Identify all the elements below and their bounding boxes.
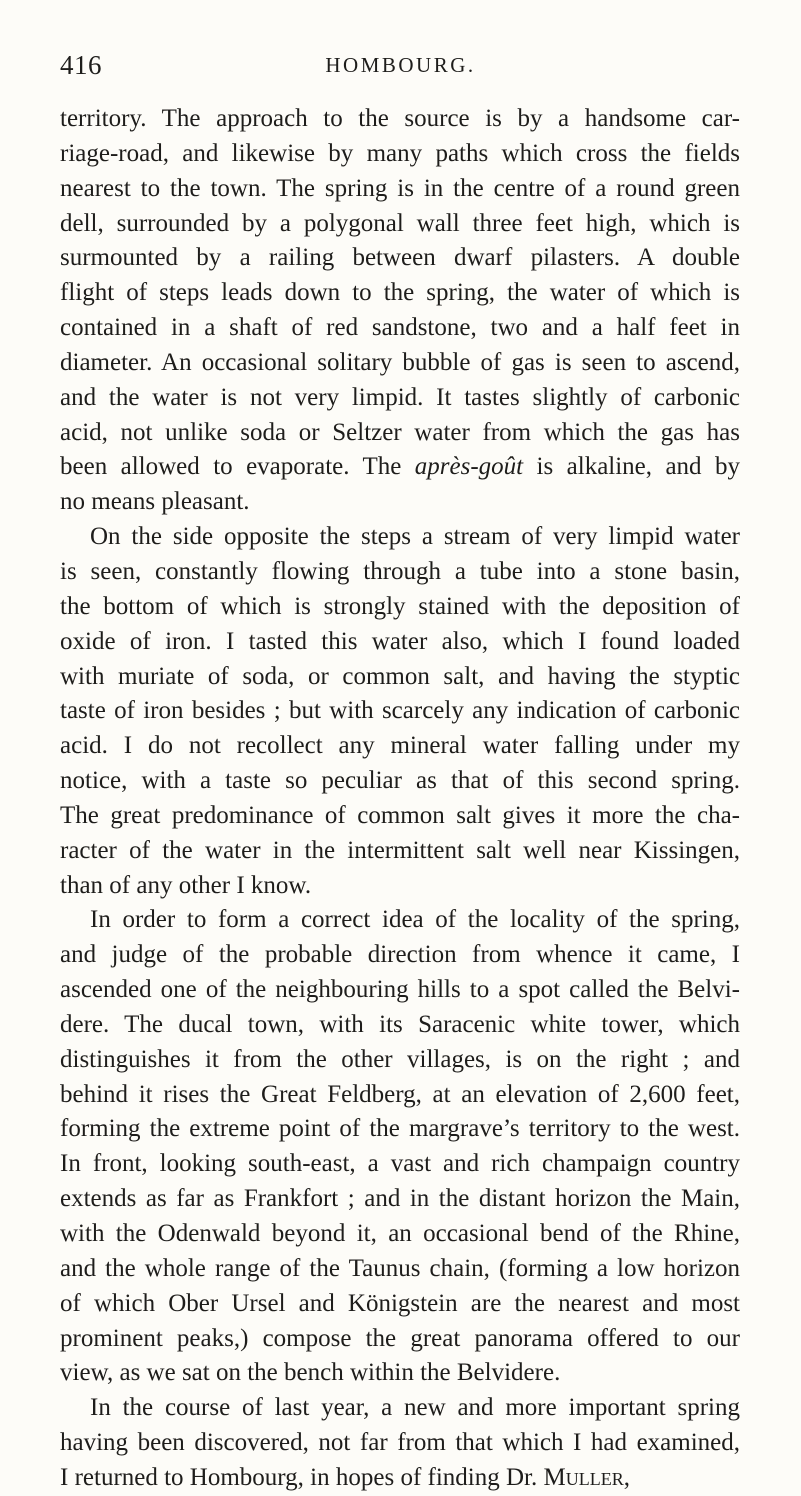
text-line	[60, 137, 740, 172]
text-segment: In the course of last year, a new and more important spring	[90, 1394, 740, 1422]
text-segment: surmounted by a railing between dwarf pilasters. A double	[60, 244, 740, 272]
text-line	[60, 1217, 740, 1252]
text-line	[60, 1287, 740, 1322]
text-line	[60, 1043, 740, 1078]
text-line	[60, 1322, 740, 1357]
text-line	[60, 311, 740, 346]
text-segment: dere. The ducal town, with its Saracenic white tower, which	[60, 1010, 740, 1038]
text-line	[60, 241, 740, 276]
text-segment: no means pleasant.	[60, 488, 250, 516]
text-line	[60, 1461, 740, 1496]
text-line	[60, 869, 740, 904]
paragraph	[60, 520, 740, 903]
text-segment: On the side opposite the steps a stream of very limpid water	[90, 523, 740, 551]
text-segment: forming the extreme point of the margrave’s territory to the west.	[60, 1115, 740, 1143]
text-line	[60, 729, 740, 764]
text-segment: distinguishes it from the other villages, is on the right ; and	[60, 1045, 740, 1073]
text-line	[60, 207, 740, 242]
text-segment: with muriate of soda, or common salt, and having the styptic	[60, 662, 740, 690]
text-line	[60, 764, 740, 799]
text-segment: behind it rises the Great Feldberg, at an elevation of 2,600 feet,	[60, 1080, 740, 1108]
text-segment: extends as far as Frankfort ; and in the distant horizon the Main,	[60, 1185, 740, 1213]
text-line	[60, 625, 740, 660]
text-segment: view, as we sat on the bench within the Belvidere.	[60, 1359, 561, 1387]
text-line	[60, 1008, 740, 1043]
small-caps-name: Muller,	[543, 1463, 630, 1491]
text-line	[60, 102, 740, 137]
page-header	[0, 50, 801, 90]
text-line	[60, 973, 740, 1008]
text-line	[60, 1112, 740, 1147]
running-title: HOMBOURG.	[325, 53, 476, 77]
text-segment: and the water is not very limpid. It tastes slightly of carbonic	[60, 383, 740, 411]
body-text	[60, 102, 740, 1496]
text-segment: ascended one of the neighbouring hills to a spot called the Belvi-	[60, 976, 740, 1004]
text-line	[60, 834, 740, 869]
text-segment: and the whole range of the Taunus chain, (forming a low horizon	[60, 1254, 740, 1282]
text-segment: dell, surrounded by a polygonal wall three feet high, which is	[60, 209, 740, 237]
text-segment: nearest to the town. The spring is in the centre of a round green	[60, 174, 740, 202]
text-line	[60, 938, 740, 973]
text-segment: prominent peaks,) compose the great panorama offered to our	[60, 1324, 740, 1352]
italic-phrase: après-goût	[414, 453, 524, 481]
text-line	[60, 381, 740, 416]
text-segment: The great predominance of common salt gives it more the cha-	[60, 801, 740, 829]
paragraph	[60, 102, 740, 520]
text-segment: riage-road, and likewise by many paths which cross the fields	[60, 139, 740, 167]
paragraph	[60, 903, 740, 1391]
text-segment: acid, not unlike soda or Seltzer water from which the gas has	[60, 418, 740, 446]
text-line	[60, 903, 740, 938]
text-segment: acid. I do not recollect any mineral water falling under my	[60, 732, 740, 760]
text-line	[60, 660, 740, 695]
text-line	[60, 590, 740, 625]
text-segment: the bottom of which is strongly stained with the deposition of	[60, 592, 740, 620]
text-segment: with the Odenwald beyond it, an occasional bend of the Rhine,	[60, 1220, 740, 1247]
text-line	[60, 416, 740, 451]
text-segment: territory. The approach to the source is by a handsome car-	[60, 105, 740, 132]
text-segment: contained in a shaft of red sandstone, two and a half feet in	[60, 314, 740, 342]
text-segment: In order to form a correct idea of the locality of the spring,	[90, 906, 740, 934]
text-segment: having been discovered, not far from that which I had examined,	[60, 1429, 740, 1457]
text-segment: diameter. An occasional solitary bubble of gas is seen to ascend,	[60, 348, 740, 376]
page-number: 416	[60, 50, 102, 80]
text-line	[60, 555, 740, 590]
text-line	[60, 799, 740, 834]
text-segment: oxide of iron. I tasted this water also, which I found loaded	[60, 627, 740, 655]
text-line	[60, 172, 740, 207]
text-line	[60, 276, 740, 311]
text-segment: In front, looking south-east, a vast and rich champaign country	[60, 1150, 740, 1178]
text-segment: taste of iron besides ; but with scarcely any indication of carbonic	[60, 697, 740, 725]
text-line	[60, 694, 740, 729]
text-line	[60, 1356, 740, 1391]
text-line	[60, 1391, 740, 1426]
text-line	[60, 1182, 740, 1217]
text-line	[60, 1426, 740, 1461]
text-line	[60, 520, 740, 555]
text-line	[60, 1078, 740, 1113]
text-segment: I returned to Hombourg, in hopes of finding Dr.	[60, 1463, 544, 1491]
text-segment: racter of the water in the intermittent salt well near Kissingen,	[60, 836, 740, 864]
text-line	[60, 450, 740, 485]
text-segment: and judge of the probable direction from whence it came, I	[60, 941, 740, 969]
text-segment: of which Ober Ursel and Königstein are the nearest and most	[60, 1289, 740, 1317]
text-segment: is alkaline, and by	[523, 453, 740, 481]
text-segment: flight of steps leads down to the spring, the water of which is	[60, 279, 740, 307]
paragraph	[60, 1391, 740, 1496]
text-line	[60, 485, 740, 520]
text-segment: been allowed to evaporate. The	[60, 453, 415, 481]
text-segment: is seen, constantly flowing through a tube into a stone basin,	[60, 557, 740, 585]
text-line	[60, 346, 740, 381]
text-line	[60, 1252, 740, 1287]
text-line	[60, 1147, 740, 1182]
text-segment: notice, with a taste so peculiar as that of this second spring.	[60, 767, 740, 795]
text-segment: than of any other I know.	[60, 871, 312, 899]
